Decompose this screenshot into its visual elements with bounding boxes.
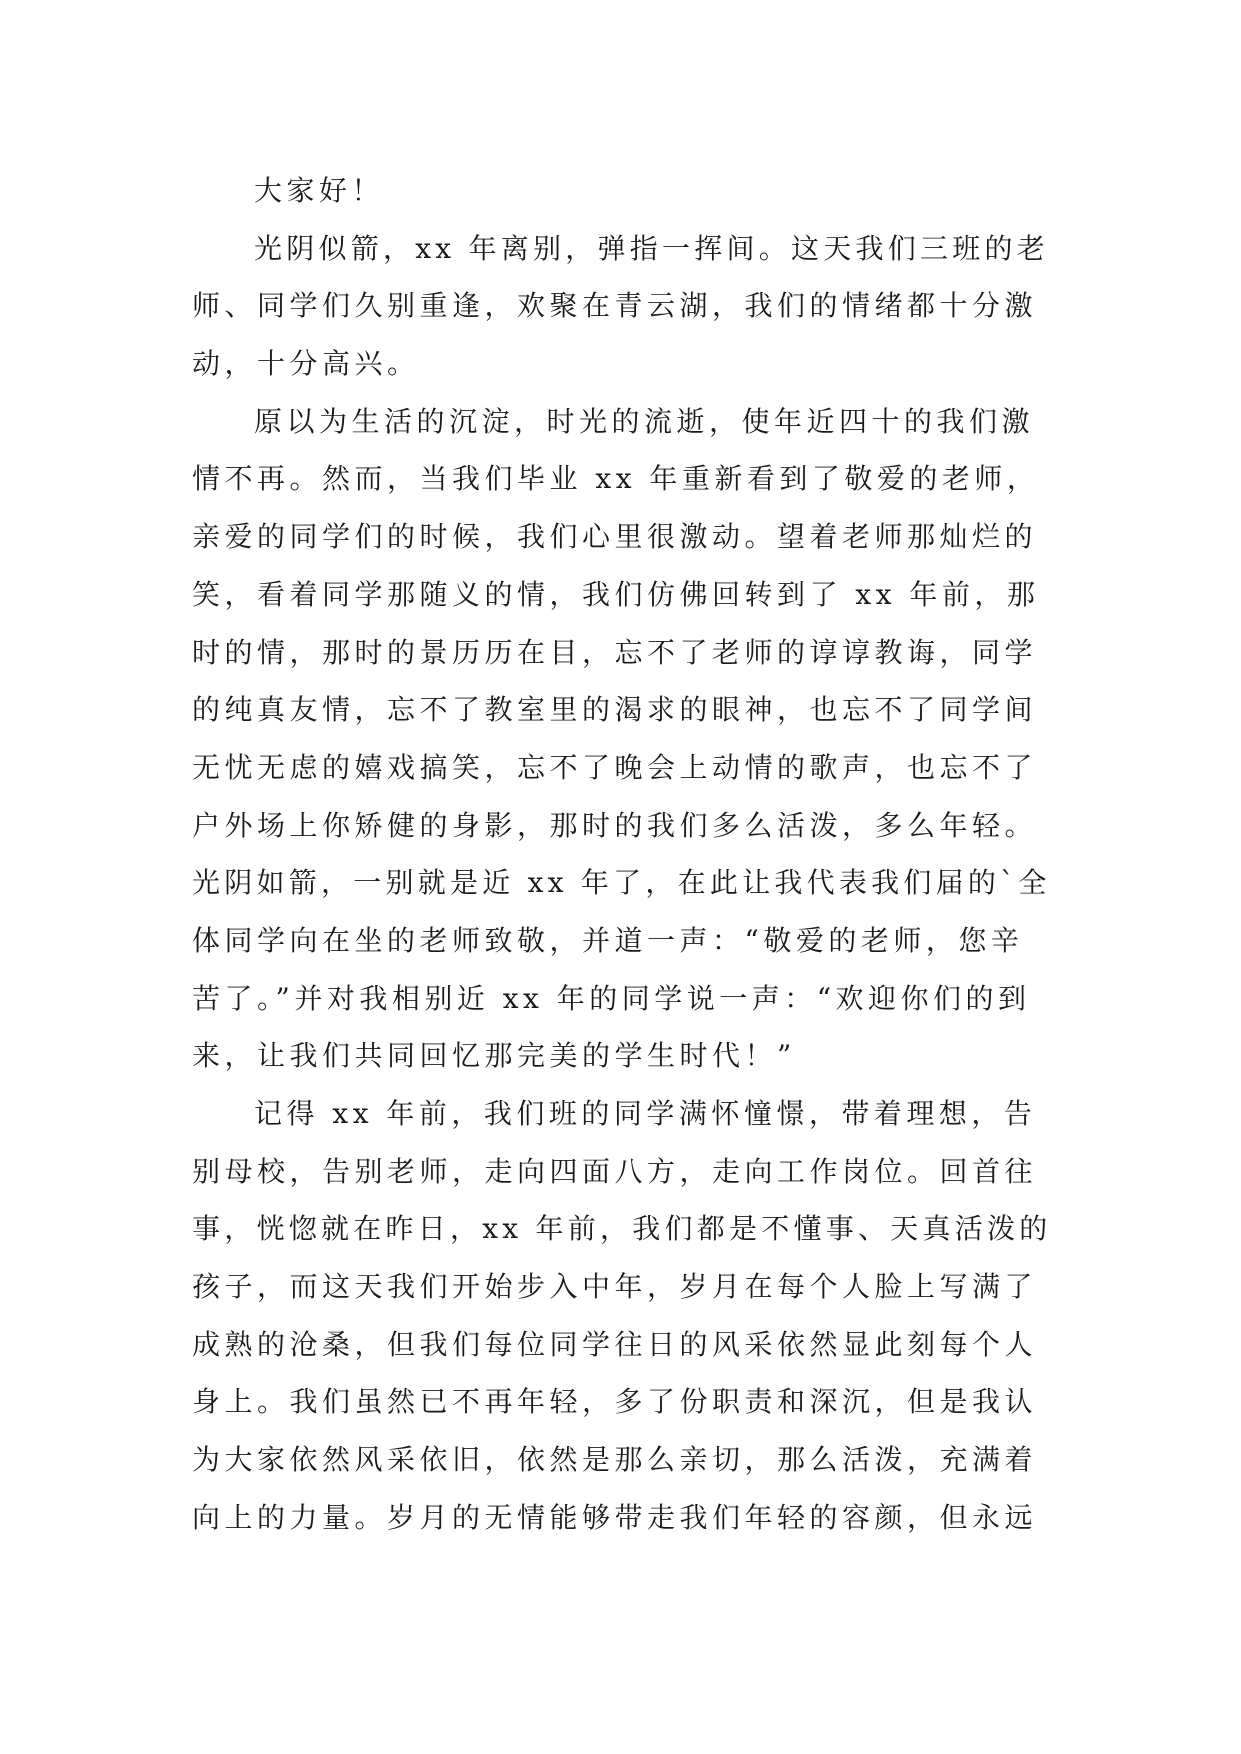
text-line: 情不再。然而，当我们毕业 xx 年重新看到了敬爱的老师， [192,462,1040,496]
text-line: 向上的力量。岁月的无情能够带走我们年轻的容颜，但永远 [192,1500,1038,1534]
text-line: 动，十分高兴。 [192,347,420,381]
text-line: 孩子，而这天我们开始步入中年，岁月在每个人脸上写满了 [192,1270,1038,1304]
text-line: 事，恍惚就在昨日，xx 年前，我们都是不懂事、天真活泼的 [192,1212,1052,1246]
text-line: 为大家依然风采依旧，依然是那么亲切，那么活泼，充满着 [192,1443,1038,1477]
text-line: 苦了。”并对我相别近 xx 年的同学说一声：“欢迎你们的到 [192,981,1031,1015]
text-line: 别母校，告别老师，走向四面八方，走向工作岗位。回首往 [192,1154,1038,1188]
text-line: 师、同学们久别重逢，欢聚在青云湖，我们的情绪都十分激 [192,289,1038,323]
text-line: 原以为生活的沉淀，时光的流逝，使年近四十的我们激 [254,404,1035,438]
text-line: 来，让我们共同回忆那完美的学生时代！” [192,1039,796,1073]
text-line: 体同学向在坐的老师致敬，并道一声：“敬爱的老师，您辛 [192,923,1024,957]
text-line: 身上。我们虽然已不再年轻，多了份职责和深沉，但是我认 [192,1385,1038,1419]
text-line: 无忧无虑的嬉戏搞笑，忘不了晚会上动情的歌声，也忘不了 [192,750,1038,784]
text-line: 的纯真友情，忘不了教室里的渴求的眼神，也忘不了同学间 [192,693,1038,727]
text-line: 亲爱的同学们的时候，我们心里很激动。望着老师那灿烂的 [192,520,1038,554]
text-line: 大家好！ [254,174,385,207]
speech-text [192,162,1052,1547]
text-line: 户外场上你矫健的身影，那时的我们多么活泼，多么年轻。 [192,808,1038,842]
text-line: 成熟的沧桑，但我们每位同学往日的风采依然显此刻每个人 [192,1327,1038,1361]
text-line: 光阴如箭，一别就是近 xx 年了，在此让我代表我们届的`全 [192,866,1051,900]
text-line: 笑，看着同学那随义的情，我们仿佛回转到了 xx 年前，那 [192,577,1040,611]
text-line: 时的情，那时的景历历在目，忘不了老师的谆谆教诲，同学 [192,635,1038,669]
text-line: 记得 xx 年前，我们班的同学满怀憧憬，带着理想，告 [254,1097,1037,1130]
text-line: 光阴似箭，xx 年离别，弹指一挥间。这天我们三班的老 [254,231,1049,265]
